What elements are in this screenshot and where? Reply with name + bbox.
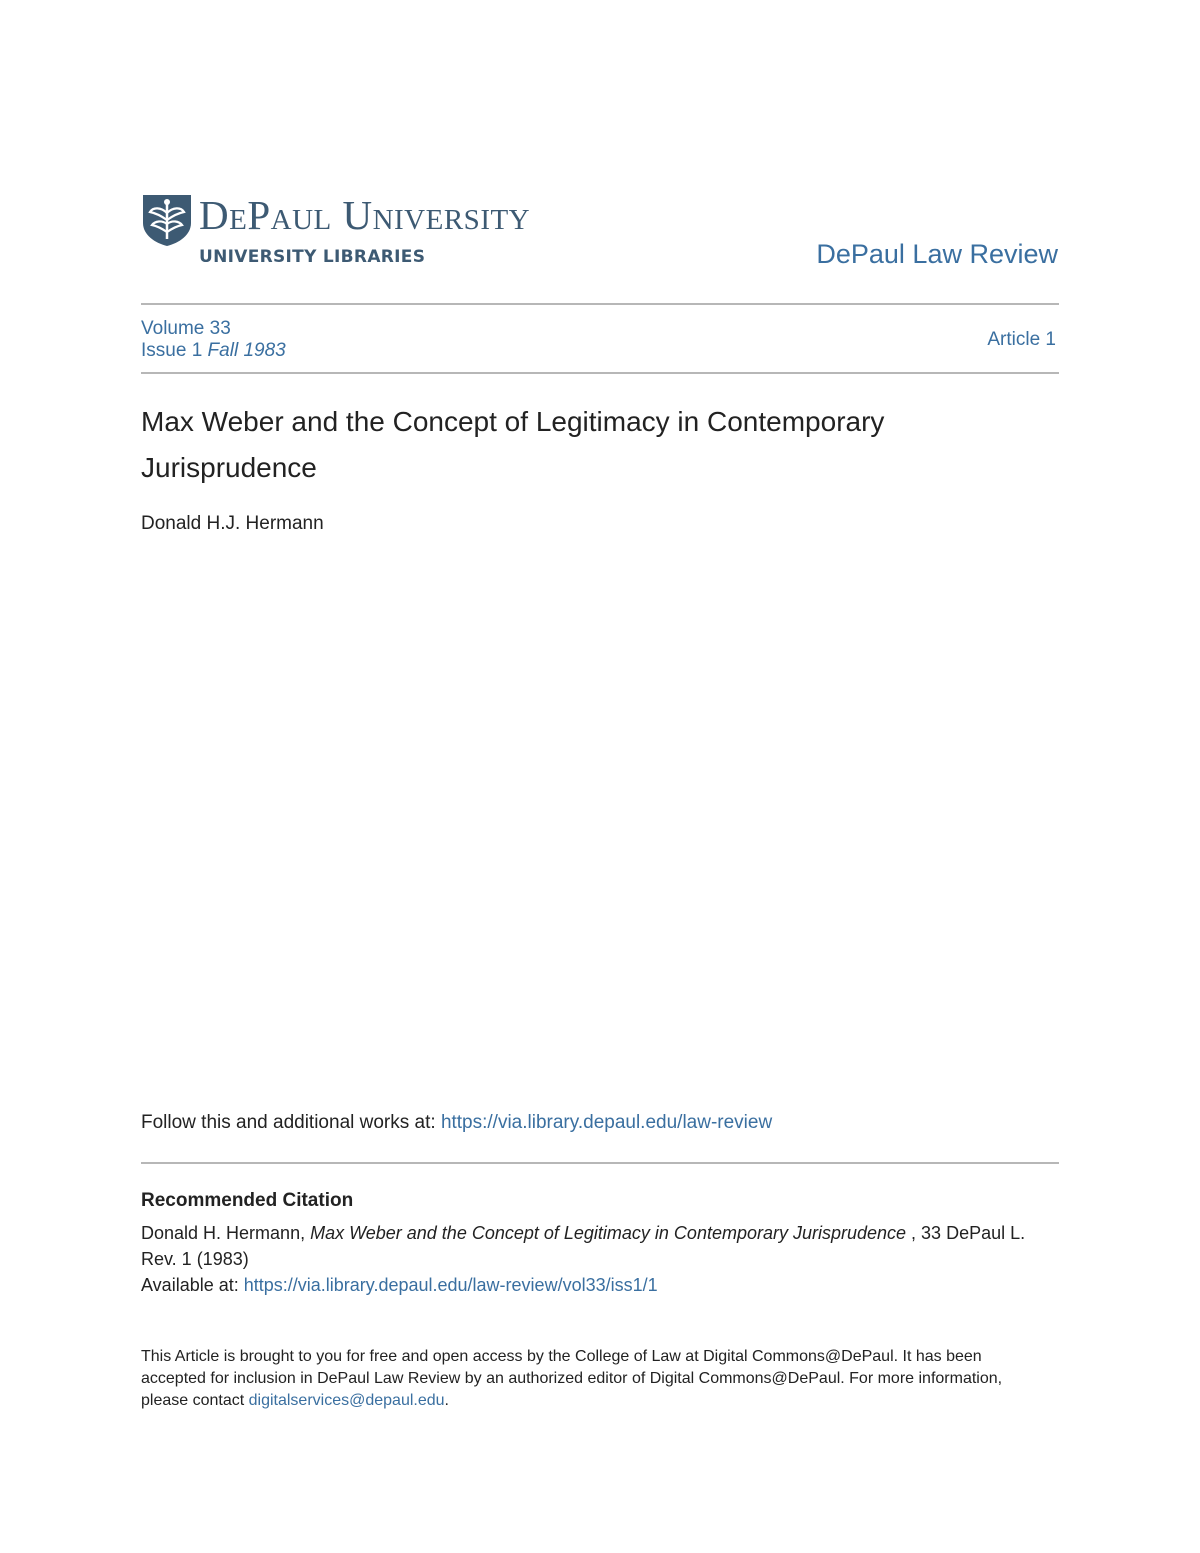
volume-text: Volume 33 — [141, 318, 231, 339]
access-note — [141, 1346, 1041, 1412]
issue-text: Issue 1 — [141, 340, 203, 361]
article-title: Max Weber and the Concept of Legitimacy in Contemporary Jurisprudence — [141, 406, 885, 483]
logo-subtitle: UNIVERSITY LIBRARIES — [199, 247, 426, 267]
law-review-link[interactable]: https://via.library.depaul.edu/law-review — [440, 1112, 773, 1133]
volume-link[interactable] — [141, 318, 231, 340]
contact-email-link[interactable]: digitalservices@depaul.edu — [248, 1392, 445, 1409]
logo-wordmark: DePaul University — [199, 192, 531, 238]
citation-block — [141, 1220, 1041, 1298]
follow-text: Follow this and additional works at: — [141, 1112, 441, 1133]
access-note-end: . — [444, 1392, 449, 1409]
issue-link[interactable] — [141, 340, 286, 362]
citation-author: Donald H. Hermann, — [141, 1223, 311, 1243]
header-divider — [141, 303, 1059, 305]
citation-title: Max Weber and the Concept of Legitimacy in Contemporary Jurisprudence — [310, 1223, 907, 1243]
access-note-text: This Article is brought to you for free and open access by the College of Law at Digital Commons@DePaul. It has been accepted for inclusion in DePaul Law Review by an authorized editor of Digital Commons@DePaul. For more information, please contact — [141, 1348, 1003, 1409]
recommended-citation-heading: Recommended Citation — [141, 1190, 354, 1211]
depaul-shield-icon — [141, 193, 193, 247]
journal-title[interactable]: DePaul Law Review — [816, 239, 1058, 269]
available-label: Available at: — [141, 1275, 244, 1295]
author-name: Donald H.J. Hermann — [141, 513, 324, 534]
citation-divider — [141, 1162, 1059, 1164]
follow-line — [141, 1112, 772, 1134]
citation-source: , 33 DePaul L. Rev. 1 (1983) — [141, 1223, 1026, 1269]
depaul-university-logo — [141, 193, 571, 273]
issue-divider — [141, 372, 1059, 374]
article-number-link[interactable]: Article 1 — [987, 329, 1056, 350]
issue-season: Fall 1983 — [207, 340, 286, 361]
article-url-link[interactable]: https://via.library.depaul.edu/law-review/vol33/iss1/1 — [243, 1275, 658, 1295]
